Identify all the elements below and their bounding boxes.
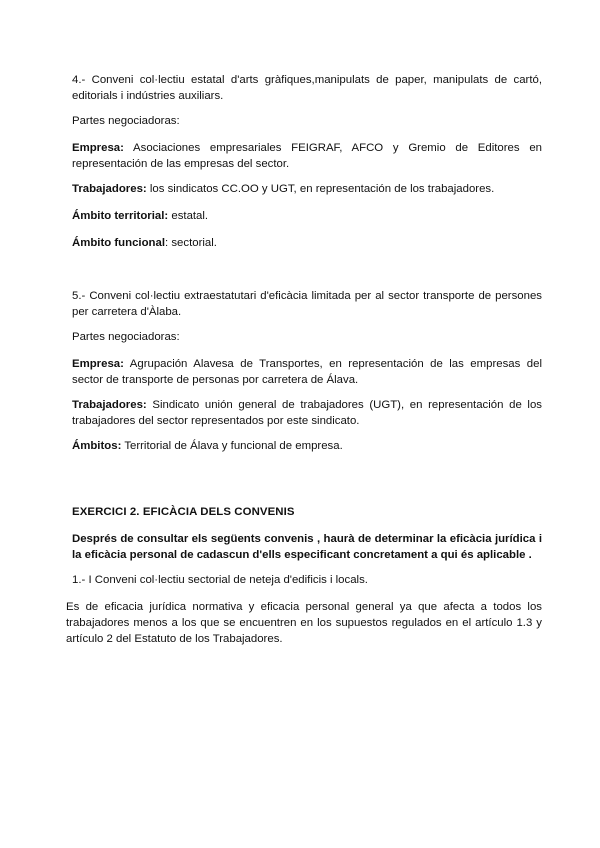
convenio-5-partes: Partes negociadoras: bbox=[72, 331, 180, 343]
exercici-2-item-1: 1.- I Conveni col·lectiu sectorial de neteja d'edificis i locals. bbox=[72, 574, 368, 586]
ambito-territorial-text: estatal. bbox=[168, 210, 209, 222]
empresa-text: Agrupación Alavesa de Transportes, en representación de las empresas del sector de transporte de personas por carretera de Álava. bbox=[72, 358, 542, 386]
exercici-2-heading: EXERCICI 2. EFICÀCIA DELS CONVENIS bbox=[72, 506, 295, 518]
ambito-funcional-text: : sectorial. bbox=[165, 237, 217, 249]
exercici-2-intro: Després de consultar els següents convenis , haurà de determinar la eficàcia jurídica i la eficàcia personal de cadascun d'ells especificant concretament a qui és aplicable . bbox=[72, 533, 542, 561]
convenio-5-ambitos bbox=[72, 438, 542, 454]
ambitos-text: Territorial de Álava y funcional de empresa. bbox=[121, 440, 343, 452]
ambito-funcional-label: Ámbito funcional bbox=[72, 237, 166, 249]
trabajadores-text: Sindicato unión general de trabajadores (UGT), en representación de los trabajadores del sector representados por este sindicato. bbox=[72, 399, 542, 427]
trabajadores-text: los sindicatos CC.OO y UGT, en representación de los trabajadores. bbox=[146, 183, 495, 195]
convenio-4-ambito-funcional bbox=[72, 235, 542, 251]
trabajadores-label: Trabajadores: bbox=[72, 399, 147, 411]
convenio-5-trabajadores bbox=[72, 397, 542, 429]
trabajadores-label: Trabajadores: bbox=[72, 183, 147, 195]
convenio-4-title: 4.- Conveni col·lectiu estatal d'arts gràfiques,manipulats de paper, manipulats de cartó, editorials i indústries auxiliars. bbox=[72, 74, 542, 102]
empresa-label: Empresa: bbox=[72, 142, 124, 154]
ambito-territorial-label: Ámbito territorial: bbox=[72, 210, 169, 222]
convenio-4-trabajadores bbox=[72, 181, 542, 197]
ambitos-label: Ámbitos: bbox=[72, 440, 122, 452]
empresa-text: Asociaciones empresariales FEIGRAF, AFCO y Gremio de Editores en representación de las empresas del sector. bbox=[72, 142, 542, 170]
convenio-5-empresa bbox=[72, 356, 542, 388]
convenio-4-empresa bbox=[72, 140, 542, 172]
convenio-4-ambito-territorial bbox=[72, 208, 542, 224]
convenio-4-partes: Partes negociadoras: bbox=[72, 115, 180, 127]
document-page bbox=[66, 0, 542, 848]
convenio-5-title: 5.- Conveni col·lectiu extraestatutari d'eficàcia limitada per al sector transporte de persones per carretera d'Àlaba. bbox=[72, 290, 542, 318]
empresa-label: Empresa: bbox=[72, 358, 124, 370]
exercici-2-answer: Es de eficacia jurídica normativa y eficacia personal general ya que afecta a todos los trabajadores menos a los que se encuentren en los supuestos regulados en el artículo 1.3 y artículo 2 del Estatuto de los Trabajadores. bbox=[66, 601, 542, 645]
